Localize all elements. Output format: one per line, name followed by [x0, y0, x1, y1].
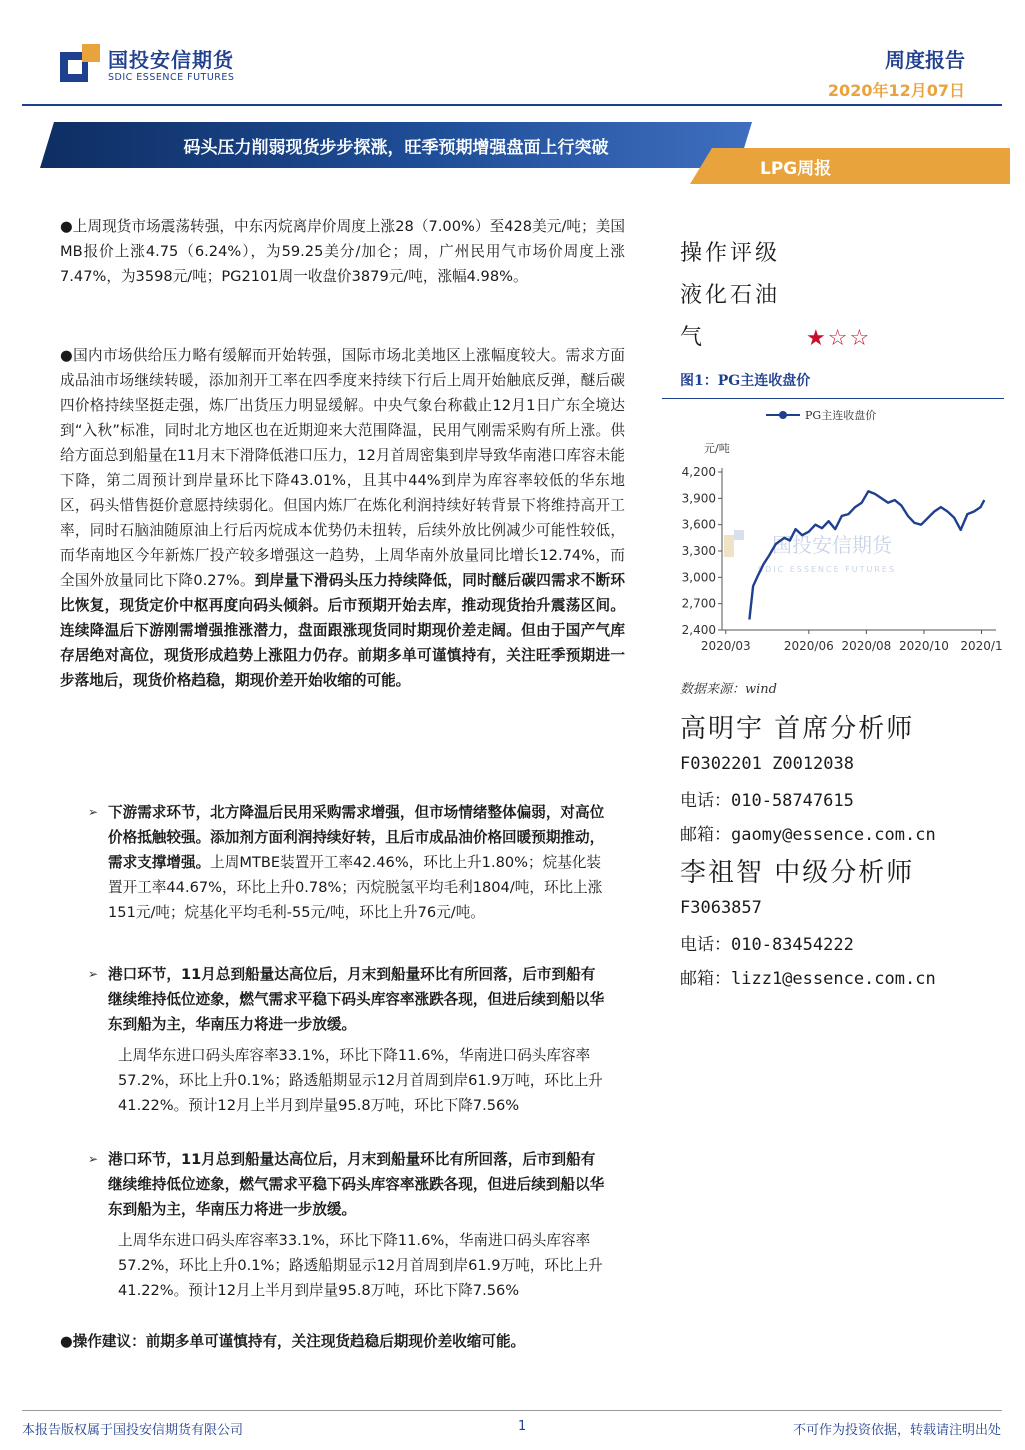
data-source: 数据来源：wind — [680, 682, 777, 697]
page-number: 1 — [518, 1419, 527, 1434]
product-name: 液化石油 — [680, 283, 781, 308]
email-address[interactable]: gaomy@essence.com.cn — [731, 825, 936, 845]
company-name-en: SDIC ESSENCE FUTURES — [108, 72, 235, 83]
factor-headline: 下游需求环节，北方降温后民用采购需求增强，但市场情绪整体偏弱，对高位价格抵触较强。添加剂方面利润持续好转，且后市成品油价格回暖预期推动，需求支撑增强。 — [108, 804, 605, 871]
y-tick-label: 2,700 — [681, 596, 716, 611]
analyst2-phone — [680, 930, 854, 955]
factor-list — [88, 962, 608, 1037]
figure-title: 图1：PG主连收盘价 — [680, 373, 811, 389]
report-date: 2020年12月07日 — [827, 81, 965, 100]
footer-divider — [22, 1410, 1002, 1411]
analyst2-name: 李祖智 中级分析师 — [680, 858, 915, 888]
rating-label: 操作评级 — [680, 241, 781, 266]
phone-number: 010-83454222 — [731, 935, 854, 955]
operation-label: ●操作建议： — [60, 1333, 146, 1350]
watermark-subtext: SDIC ESSENCE FUTURES — [758, 565, 897, 574]
product-name-cont: 气 — [680, 325, 706, 350]
list-item — [88, 962, 608, 1037]
summary-paragraph: ●上周现货市场震荡转强，中东丙烷离岸价周度上涨28（7.00%）至428美元/吨；美国MB报价上涨4.75（6.24%），为59.25美分/加仑；周，广州民用气市场价周度上涨7.47%，为3598元/吨；PG2101周一收盘价3879元/吨，涨幅4.98%。 — [60, 218, 625, 285]
x-tick-label: 2020/1 — [960, 639, 1003, 653]
operation-advice — [60, 1330, 640, 1354]
factor-headline: 港口环节，11月总到船量达高位后，月末到船量环比有所回落，后市到船有继续维持低位迹象，燃气需求平稳下码头库容率涨跌各现，但进后续到船以华东到船为主，华南压力将进一步放缓。 — [108, 1151, 605, 1218]
analyst1-name: 高明宇 首席分析师 — [680, 714, 915, 744]
factor-detail: 上周MTBE装置开工率42.46%，环比上升1.80%；烷基化装置开工率44.67%，环比上升0.78%；丙烷脱氢平均毛利1804/吨，环比上涨151元/吨；烷基化平均毛利-55元/吨，环比上升76元/吨。 — [108, 854, 603, 921]
list-item — [88, 800, 608, 925]
analyst1-phone — [680, 786, 854, 811]
company-name-cn: 国投安信期货 — [108, 48, 234, 72]
y-axis-unit: 元/吨 — [704, 442, 730, 455]
y-tick-label: 3,900 — [681, 491, 716, 506]
watermark-text: 国投安信期货 — [772, 533, 892, 557]
report-type: 周度报告 — [885, 48, 965, 72]
chart-legend — [766, 408, 876, 422]
legend-marker-icon — [779, 411, 787, 419]
x-tick-label: 2020/03 — [700, 639, 751, 653]
factor-list — [88, 800, 608, 925]
report-title: 码头压力削弱现货步步探涨，旺季预期增强盘面上行突破 — [183, 138, 609, 158]
company-logo-icon — [58, 42, 102, 86]
phone-label: 电话： — [680, 935, 731, 955]
list-item — [88, 1147, 608, 1222]
arrow-bullet-icon: ➢ — [88, 967, 99, 981]
price-chart — [660, 400, 1004, 660]
y-tick-label: 3,000 — [681, 570, 716, 585]
report-tag-bar — [690, 148, 1010, 184]
arrow-bullet-icon: ➢ — [88, 1152, 99, 1166]
footer-copyright: 本报告版权属于国投安信期货有限公司 — [22, 1423, 244, 1438]
report-tag: LPG周报 — [760, 159, 832, 179]
analyst1-cert: F0302201 Z0012038 — [680, 754, 854, 774]
phone-number: 010-58747615 — [731, 791, 854, 811]
phone-label: 电话： — [680, 791, 731, 811]
operation-text: 前期多单可谨慎持有，关注现货趋稳后期现价差收缩可能。 — [145, 1333, 526, 1350]
factor-list — [88, 1147, 608, 1222]
analysis-paragraph — [60, 343, 625, 693]
factor-headline: 港口环节，11月总到船量达高位后，月末到船量环比有所回落，后市到船有继续维持低位迹象，燃气需求平稳下码头库容率涨跌各现，但进后续到船以华东到船为主，华南压力将进一步放缓。 — [108, 966, 605, 1033]
analyst1-email — [680, 820, 936, 845]
analyst2-email — [680, 964, 936, 989]
chart-watermark — [724, 530, 896, 574]
x-tick-label: 2020/06 — [783, 639, 834, 653]
factor-detail: 上周华东进口码头库容率33.1%，环比下降11.6%，华南进口码头库容率57.2%，环比上升0.1%；路透船期显示12月首周到岸61.9万吨，环比上升41.22%。预计12月上半月到岸量95.8万吨，环比下降7.56% — [118, 1232, 603, 1299]
factor-detail: 上周华东进口码头库容率33.1%，环比下降11.6%，华南进口码头库容率57.2%，环比上升0.1%；路透船期显示12月首周到岸61.9万吨，环比上升41.22%。预计12月上半月到岸量95.8万吨，环比下降7.56% — [118, 1047, 603, 1114]
analysis-text: ●国内市场供给压力略有缓解而开始转强，国际市场北美地区上涨幅度较大。需求方面成品油市场继续转暖，添加剂开工率在四季度来持续下行后上周开始触底反弹，醚后碳四价格持续坚挺走强，炼厂出货压力明显缓解。中央气象台称截止12月1日广东全境达到“入秋”标准，同时北方地区也在近期迎来大范围降温，民用气刚需采购有所上涨。供给方面总到船量在11月末下滑降低港口压力，12月首周密集到岸导致华南港口库容未能下降，第二周预计到岸量环比下降43.01%，且其中44%到岸为库容率较低的华东地区，码头惜售挺价意愿持续弱化。但国内炼厂在炼化利润持续好转背景下将维持高开工率，同时石脑油随原油上行后丙烷成本优势仍未扭转，后续外放比例减少可能性较低，而华南地区今年新炼厂投产较多增强这一趋势，上周华南外放量同比增长12.74%，而全国外放量同比下降0.27%。 — [60, 347, 625, 589]
arrow-bullet-icon: ➢ — [88, 805, 99, 819]
rating-stars: ★☆☆ — [806, 326, 872, 351]
legend-label: PG主连收盘价 — [805, 409, 877, 422]
figure-divider — [662, 398, 1004, 399]
email-address[interactable]: lizz1@essence.com.cn — [731, 969, 936, 989]
y-tick-label: 2,400 — [681, 623, 716, 637]
header-divider — [22, 104, 1002, 106]
x-tick-label: 2020/08 — [841, 639, 892, 653]
analyst2-cert: F3063857 — [680, 898, 762, 918]
footer-disclaimer: 不可作为投资依据，转载请注明出处 — [792, 1423, 1001, 1438]
email-label: 邮箱： — [680, 969, 731, 989]
y-tick-label: 4,200 — [681, 465, 716, 479]
x-tick-label: 2020/10 — [899, 639, 949, 653]
y-tick-label: 3,600 — [681, 517, 716, 532]
email-label: 邮箱： — [680, 825, 731, 845]
y-tick-label: 3,300 — [681, 544, 716, 558]
analysis-conclusion: 到岸量下滑码头压力持续降低，同时醚后碳四需求不断环比恢复，现货定价中枢再度向码头倾斜。后市预期开始去库，推动现货抬升震荡区间。连续降温后下游刚需增强推涨潜力，盘面跟涨现货同时期现价差走阔。但由于国产气库存居绝对高位，现货形成趋势上涨阻力仍存。前期多单可谨慎持有，关注旺季预期进一步落地后，现货价格趋稳，期现价差开始收缩的可能。 — [60, 572, 625, 689]
